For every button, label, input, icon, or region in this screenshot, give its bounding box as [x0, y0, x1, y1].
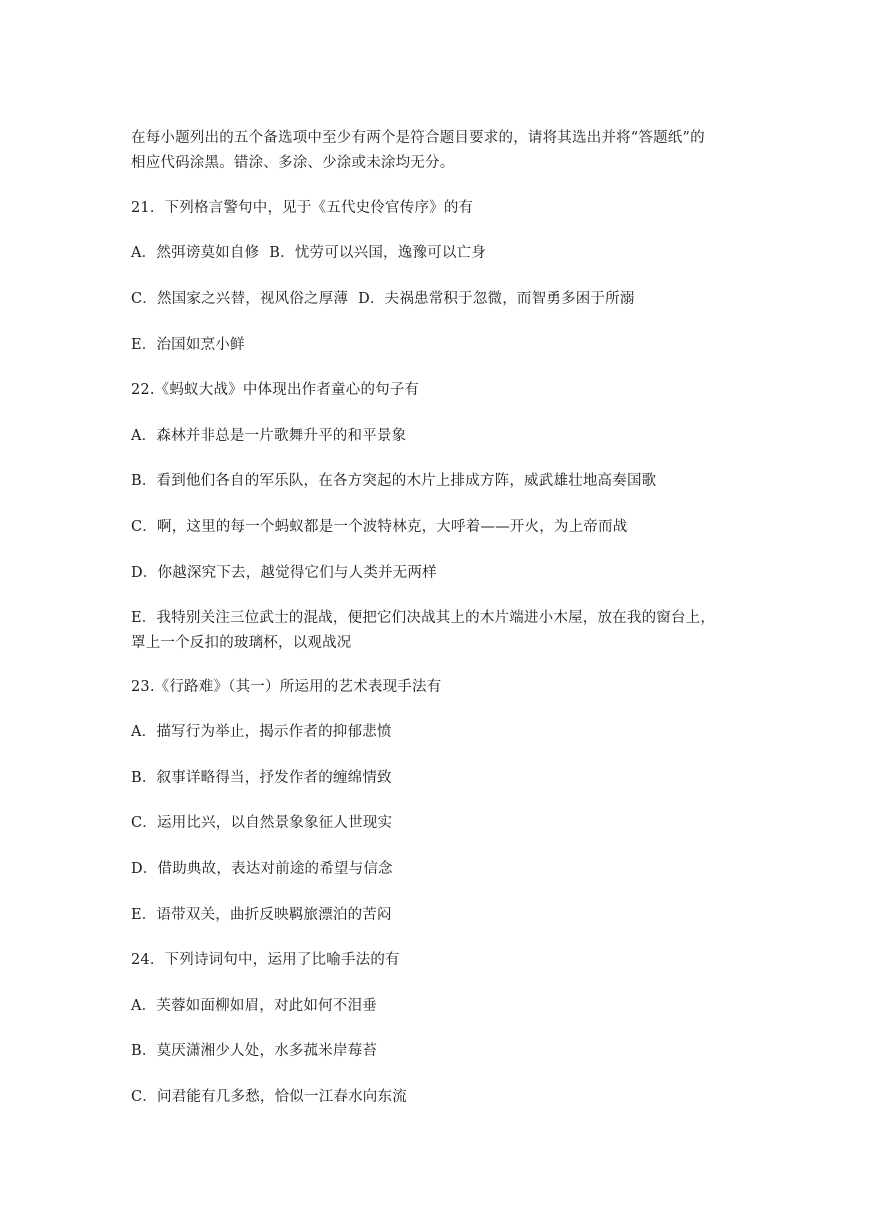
instructions-line-1: 在每小题列出的五个备选项中至少有两个是符合题目要求的，请将其选出并将“答题纸”的 [131, 130, 705, 146]
question-21-option-d: D．夫祸患常积于忽微，而智勇多困于所溺 [358, 291, 635, 307]
question-22-option-c: C．啊，这里的每一个蚂蚁都是一个波特林克，大呼着——开火，为上帝而战 [131, 519, 628, 535]
question-22-option-e-line-1: E．我特别关注三位武士的混战，便把它们决战其上的木片端进小木屋，放在我的窗台上， [131, 610, 716, 626]
question-21-option-a: A．然弭谤莫如自修 [131, 245, 260, 261]
question-23-stem: 23.《行路难》（其一）所运用的艺术表现手法有 [131, 679, 442, 695]
question-22-option-d: D．你越深究下去，越觉得它们与人类并无两样 [131, 565, 437, 581]
question-23-option-a: A．描写行为举止，揭示作者的抑郁悲愤 [131, 724, 392, 740]
question-24-option-b: B．莫厌潇湘少人处，水多菰米岸莓苔 [131, 1043, 378, 1059]
question-21-option-e: E．治国如烹小鲜 [131, 337, 245, 353]
question-24-stem: 24．下列诗词句中，运用了比喻手法的有 [131, 952, 400, 968]
question-23-option-b: B．叙事详略得当，抒发作者的缠绵情致 [131, 770, 392, 786]
question-22-option-e-line-2: 罩上一个反扣的玻璃杯，以观战况 [131, 635, 352, 651]
question-21-options-cd [131, 287, 746, 311]
question-22-option-b: B．看到他们各自的军乐队，在各方突起的木片上排成方阵，威武雄壮地高奏国歌 [131, 473, 657, 489]
question-24-option-c: C．问君能有几多愁，恰似一江春水向东流 [131, 1089, 407, 1105]
question-21-options-ab [131, 241, 746, 265]
question-21-option-b: B．忧劳可以兴国，逸豫可以亡身 [269, 245, 486, 261]
question-21-option-c: C．然国家之兴替，视风俗之厚薄 [131, 291, 349, 307]
question-23-option-c: C．运用比兴，以自然景象象征人世现实 [131, 815, 393, 831]
question-22-option-a: A．森林并非总是一片歌舞升平的和平景象 [131, 428, 407, 444]
question-23-option-e: E．语带双关，曲折反映羁旅漂泊的苦闷 [131, 907, 392, 923]
question-23-option-d: D．借助典故，表达对前途的希望与信念 [131, 861, 393, 877]
question-22-stem: 22.《蚂蚁大战》中体现出作者童心的句子有 [131, 382, 420, 398]
question-24-option-a: A．芙蓉如面柳如眉，对此如何不泪垂 [131, 998, 377, 1014]
instructions-line-2: 相应代码涂黑。错涂、多涂、少涂或未涂均无分。 [131, 155, 455, 171]
question-21-stem: 21．下列格言警句中，见于《五代史伶官传序》的有 [131, 200, 474, 216]
